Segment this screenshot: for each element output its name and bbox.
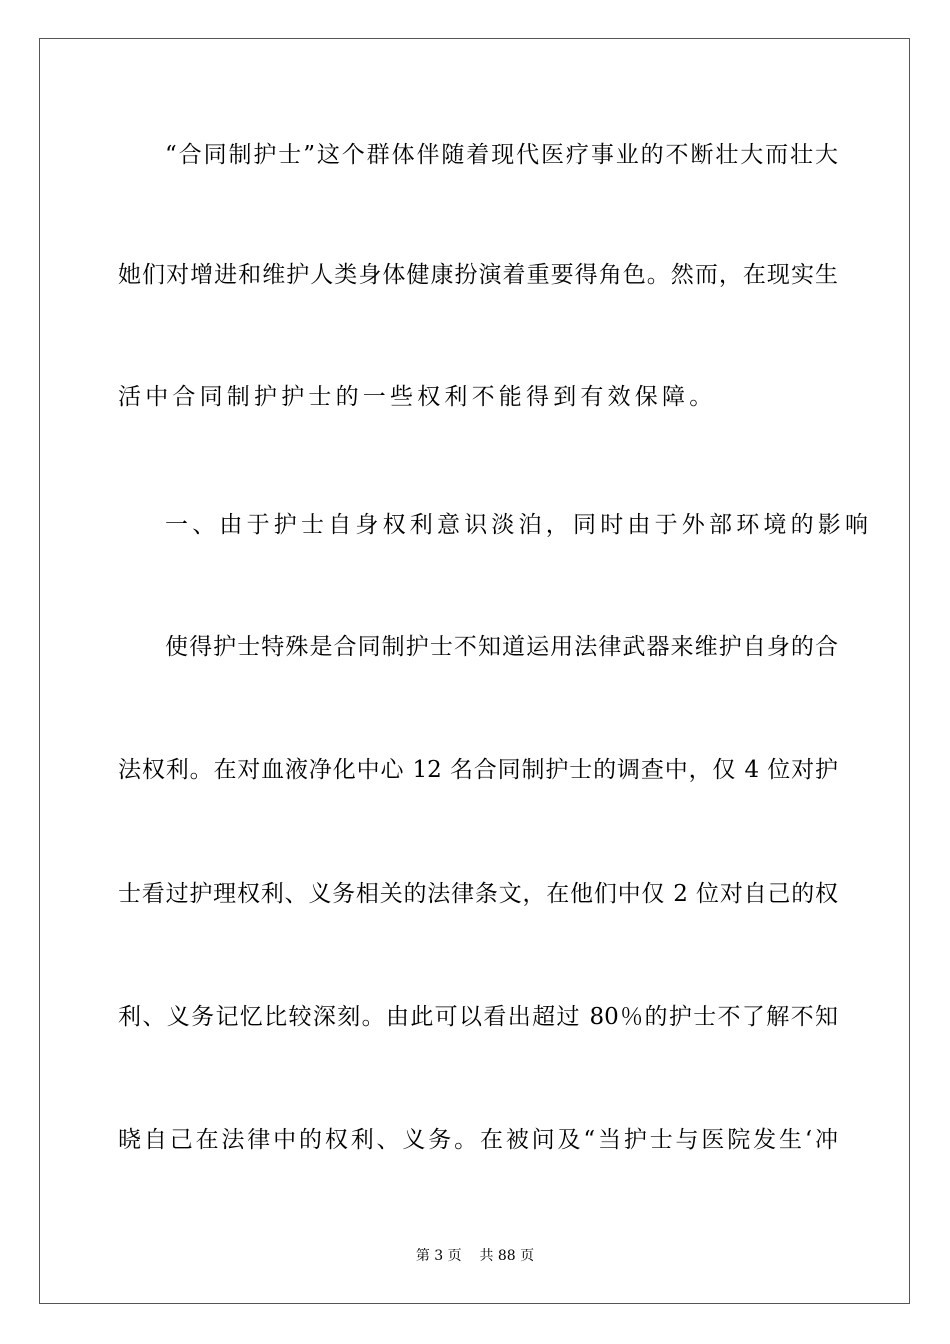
page-footer: [0, 1247, 950, 1265]
section-heading-line: 一、由于护士自身权利意识淡泊，同时由于外部环境的影响: [165, 512, 873, 538]
paragraph-line-8: 利、义务记忆比较深刻。由此可以看出超过 80％的护士不了解不知: [118, 1004, 838, 1030]
page-border: [39, 38, 910, 1304]
paragraph-line-6: 法权利。在对血液净化中心 12 名合同制护士的调查中，仅 4 位对护: [118, 757, 838, 783]
paragraph-line-7: 士看过护理权利、义务相关的法律条文，在他们中仅 2 位对自己的权: [118, 881, 838, 907]
paragraph-line-2: 她们对增进和维护人类身体健康扮演着重要得角色。然而，在现实生: [118, 262, 838, 288]
paragraph-line-9: 晓自己在法律中的权利、义务。在被问及“当护士与医院发生‘冲: [118, 1127, 838, 1153]
paragraph-line-1: “合同制护士”这个群体伴随着现代医疗事业的不断壮大而壮大: [165, 142, 838, 168]
paragraph-line-5: 使得护士特殊是合同制护士不知道运用法律武器来维护自身的合: [165, 634, 838, 660]
paragraph-line-3: 活中合同制护护士的一些权利不能得到有效保障。: [118, 384, 717, 410]
page-number: 第 3 页: [415, 1248, 462, 1264]
page-total: 共 88 页: [479, 1248, 535, 1264]
